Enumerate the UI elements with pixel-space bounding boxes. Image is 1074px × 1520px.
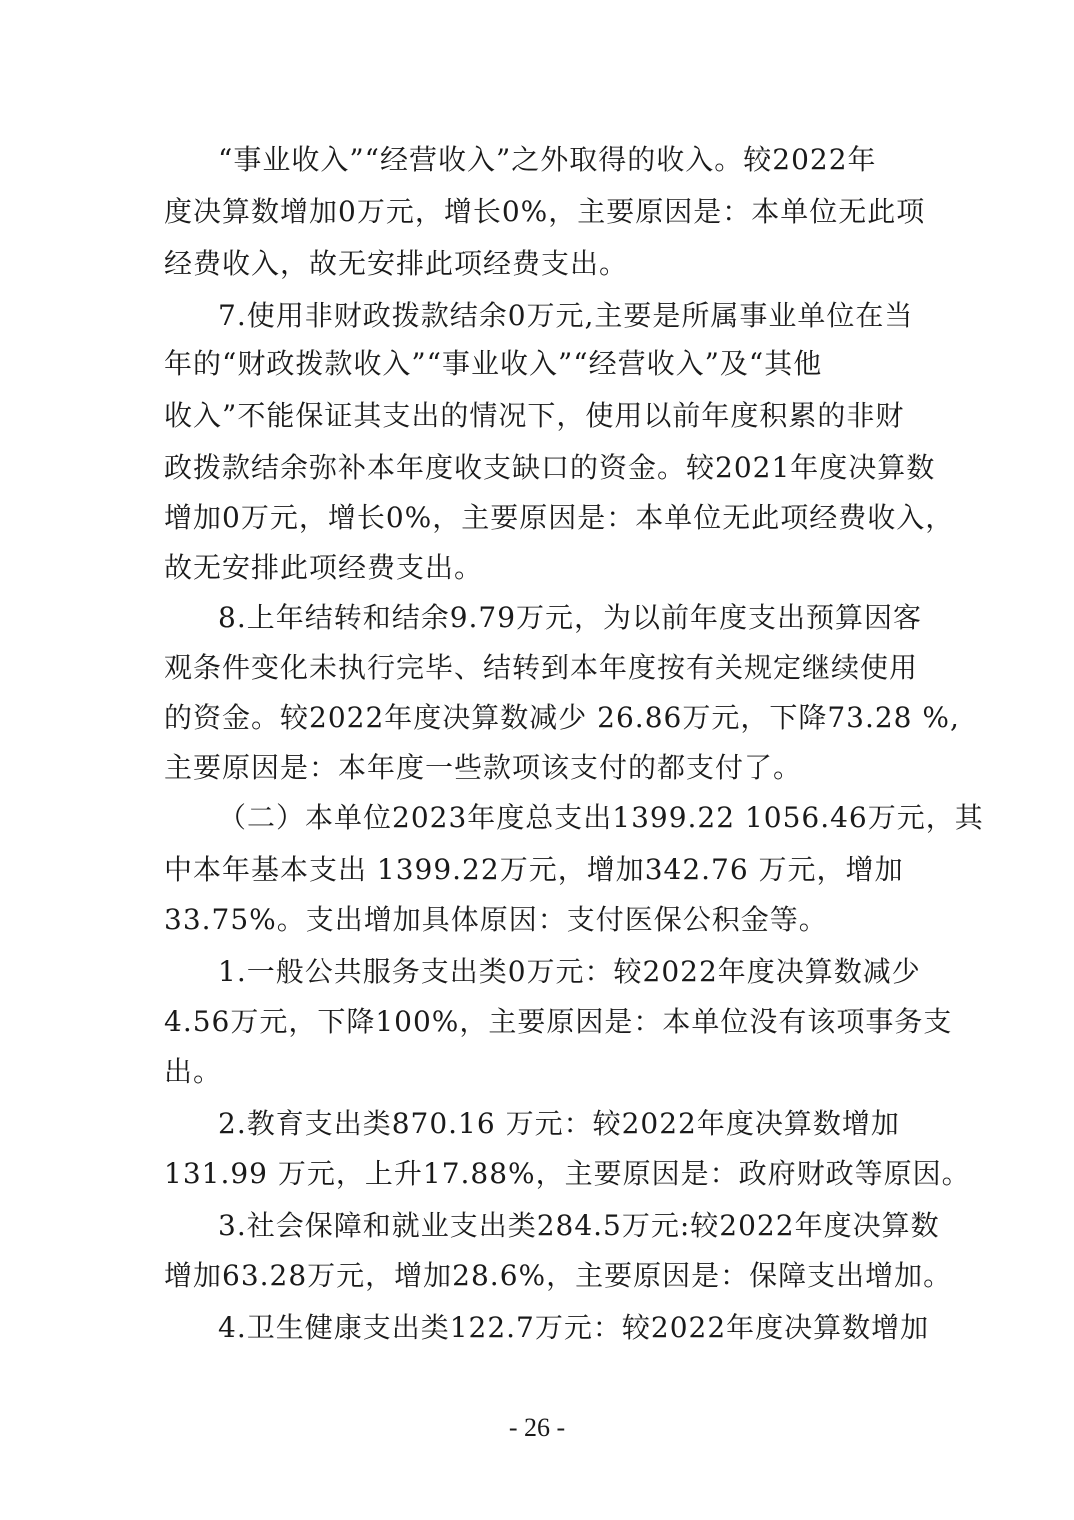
text-line: 观条件变化未执行完毕、结转到本年度按有关规定继续使用 xyxy=(164,651,919,684)
text-line: 收入”不能保证其支出的情况下，使用以前年度积累的非财 xyxy=(164,399,905,432)
text-line: 1.一般公共服务支出类0万元：较2022年度决算数减少 xyxy=(218,955,921,988)
text-line: 8.上年结转和结余9.79万元，为以前年度支出预算因客 xyxy=(218,601,923,634)
text-line: 7.使用非财政拨款结余0万元,主要是所属事业单位在当 xyxy=(218,299,914,332)
text-line: 故无安排此项经费支出。 xyxy=(164,551,484,584)
text-line: 出。 xyxy=(164,1055,223,1088)
text-line: 政拨款结余弥补本年度收支缺口的资金。较2021年度决算数 xyxy=(164,451,936,484)
text-line: 中本年基本支出 1399.22万元，增加342.76 万元，增加 xyxy=(164,853,904,886)
text-line: 4.卫生健康支出类122.7万元：较2022年度决算数增加 xyxy=(218,1311,930,1344)
text-line: 的资金。较2022年度决算数减少 26.86万元，下降73.28 %, xyxy=(164,701,960,734)
text-line: 增加63.28万元，增加28.6%，主要原因是：保障支出增加。 xyxy=(164,1259,953,1292)
text-line: 4.56万元，下降100%，主要原因是：本单位没有该项事务支 xyxy=(164,1005,953,1038)
text-line: 131.99 万元，上升17.88%，主要原因是：政府财政等原因。 xyxy=(164,1157,971,1190)
text-line: 增加0万元，增长0%，主要原因是：本单位无此项经费收入， xyxy=(164,501,955,534)
text-line: “事业收入”“经营收入”之外取得的收入。较2022年 xyxy=(218,143,877,176)
text-line: 经费收入，故无安排此项经费支出。 xyxy=(164,247,629,280)
text-line: 33.75%。支出增加具体原因：支付医保公积金等。 xyxy=(164,903,828,936)
page-number: - 26 - xyxy=(508,1413,566,1442)
text-line: 主要原因是：本年度一些款项该支付的都支付了。 xyxy=(164,751,803,784)
text-line: 3.社会保障和就业支出类284.5万元:较2022年度决算数 xyxy=(218,1209,940,1242)
text-line: 年的“财政拨款收入”“事业收入”“经营收入”及“其他 xyxy=(164,347,823,380)
text-line: （二）本单位2023年度总支出1399.22 1056.46万元，其 xyxy=(218,801,984,834)
text-line: 2.教育支出类870.16 万元：较2022年度决算数增加 xyxy=(218,1107,900,1140)
text-line: 度决算数增加0万元，增长0%，主要原因是：本单位无此项 xyxy=(164,195,926,228)
